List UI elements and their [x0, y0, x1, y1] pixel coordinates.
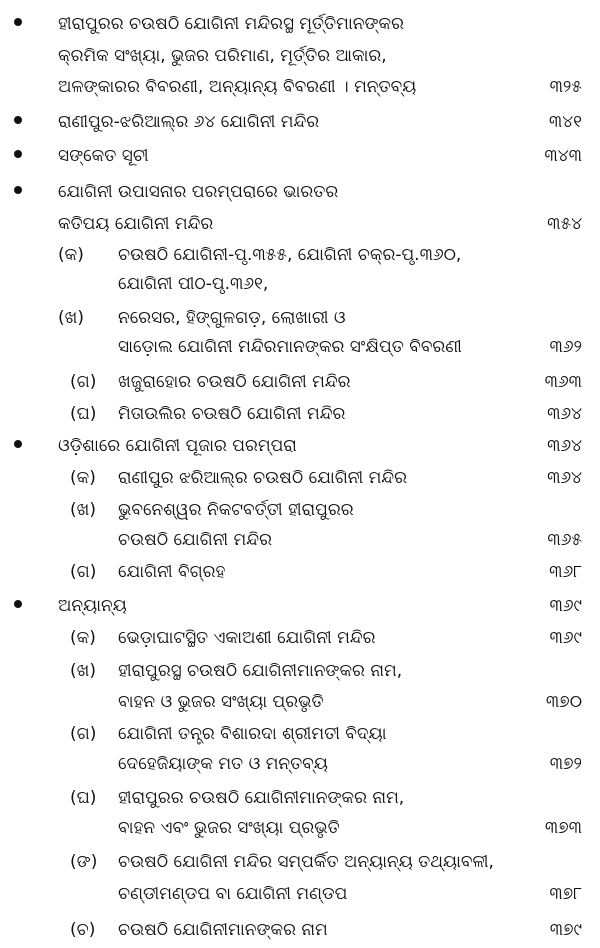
- toc-entry-title: ଦେହେଜିୟାଙ୍କ ମତ ଓ ମନ୍ତବ୍ୟ: [118, 754, 328, 774]
- toc-entry-marker: (କ): [70, 628, 96, 648]
- toc-entry: [0, 331, 600, 363]
- toc-entry: [0, 686, 600, 718]
- toc-entry: [0, 846, 600, 878]
- toc-entry-page-number: ୩୨୫: [549, 77, 582, 97]
- bullet-icon: [14, 186, 22, 194]
- toc-entry-title: ରାଣୀପୁର-ଝରିଆଲ୍‌ର ୬୪ ଯୋଗିନୀ ମନ୍ଦିର: [58, 112, 320, 132]
- toc-entry-title: ଭୁବନେଶ୍ୱର ନିକଟବର୍ତ୍ତୀ ହୀରାପୁରର: [118, 500, 354, 520]
- toc-entry-title: ବାହନ ଏବଂ ଭୁଜର ସଂଖ୍ୟା ପ୍ରଭୃତି: [118, 818, 340, 838]
- toc-entry-page-number: ୩୭୮: [549, 884, 582, 904]
- bullet-icon: [14, 18, 22, 26]
- toc-entry-title: କତିପୟ ଯୋଗିନୀ ମନ୍ଦିର: [58, 214, 214, 234]
- toc-entry-title: ଯୋଗିନୀ ବିଗ୍ରହ: [118, 562, 226, 582]
- toc-entry: [0, 494, 600, 526]
- toc-entry: [0, 430, 600, 462]
- toc-entry-page-number: ୩୬୩: [544, 372, 582, 392]
- toc-entry: [0, 398, 600, 430]
- toc-entry-title: ହୀରାପୁରର ଚଉଷଠି ଯୋଗିନୀ ମନ୍ଦିରସ୍ଥ ମୂର୍ତ୍ତିମାନଙ୍କର: [58, 14, 405, 34]
- toc-entry-page-number: ୩୪୧: [548, 112, 582, 132]
- toc-entry-title: ସଙ୍କେତ ସୂଚୀ: [58, 146, 149, 166]
- toc-entry-marker: (ଙ): [70, 852, 98, 872]
- toc-entry-title: ଯୋଗିନୀ ଉପାସନାର ପରମ୍ପରାରେ ଭାରତର: [58, 182, 339, 202]
- bullet-icon: [14, 150, 22, 158]
- toc-entry-page-number: ୩୬୮: [549, 562, 582, 582]
- toc-entry: [0, 71, 600, 103]
- toc-entry-title: ଅଳଙ୍କାରର ବିବରଣୀ, ଅନ୍ୟାନ୍ୟ ବିବରଣୀ । ମନ୍ତବ୍ୟ: [58, 77, 417, 97]
- bullet-icon: [14, 116, 22, 124]
- toc-entry: [0, 239, 600, 271]
- toc-entry: [0, 140, 600, 172]
- toc-entry-title: ଅନ୍ୟାନ୍ୟ: [58, 596, 127, 616]
- toc-entry-title: ସାଡ଼ୋଲ ଯୋଗିନୀ ମନ୍ଦିରମାନଙ୍କର ସଂକ୍ଷିପ୍ତ ବିବରଣୀ: [118, 337, 462, 357]
- toc-entry: [0, 268, 600, 300]
- toc-entry-title: କ୍ରମିକ ସଂଖ୍ୟା, ଭୁଜର ପରିମାଣ, ମୂର୍ତ୍ତିର ଆକାର,: [58, 46, 387, 66]
- toc-entry: [0, 524, 600, 556]
- toc-entry: [0, 718, 600, 750]
- toc-entry: [0, 622, 600, 654]
- toc-entry-marker: (ଘ): [70, 404, 97, 424]
- toc-entry: [0, 366, 600, 398]
- toc-entry: [0, 208, 600, 240]
- toc-entry-page-number: ୩୬୯: [549, 596, 582, 616]
- toc-entry-marker: (କ): [70, 468, 96, 488]
- toc-entry-title: ଯୋଗିନୀ ପୀଠ-ପୃ.୩୬୧,: [118, 274, 269, 294]
- toc-entry-title: ହୀରାପୁରର ଚଉଷଠି ଯୋଗିନୀମାନଙ୍କର ନାମ,: [118, 788, 405, 808]
- toc-entry-title: ଚଉଷଠି ଯୋଗିନୀ-ପୃ.୩୫୫, ଯୋଗିନୀ ଚକ୍ର-ପୃ.୩୬୦,: [118, 245, 462, 265]
- toc-entry-marker: (କ): [58, 245, 84, 265]
- toc-entry-marker: (ଖ): [70, 500, 96, 520]
- toc-entry: [0, 462, 600, 494]
- bullet-icon: [14, 440, 22, 448]
- toc-entry-page-number: ୩୬୪: [547, 468, 582, 488]
- toc-entry: [0, 590, 600, 622]
- toc-entry: [0, 40, 600, 72]
- toc-entry-page-number: ୩୭୯: [549, 920, 582, 940]
- toc-entry-title: ଚଉଷଠି ଯୋଗିନୀମାନଙ୍କର ନାମ: [118, 920, 328, 940]
- toc-entry-page-number: ୩୬୪: [547, 404, 582, 424]
- toc-entry-page-number: ୩୬୪: [547, 436, 582, 456]
- toc-entry: [0, 302, 600, 334]
- toc-entry-page-number: ୩୬୫: [547, 530, 582, 550]
- bullet-icon: [14, 600, 22, 608]
- toc-entry-page-number: ୩୭୦: [545, 692, 582, 712]
- toc-entry-marker: (ଖ): [58, 308, 84, 328]
- toc-entry-title: ହୀରାପୁରସ୍ଥ ଚଉଷଠି ଯୋଗିନୀମାନଙ୍କର ନାମ,: [118, 661, 403, 681]
- toc-entry-title: ଭେଡ଼ାଘାଟସ୍ଥିତ ଏକାଅଶୀ ଯୋଗିନୀ ମନ୍ଦିର: [118, 628, 376, 648]
- toc-entry-page-number: ୩୭୨: [549, 754, 582, 774]
- toc-entry-title: ଚଉଷଠି ଯୋଗିନୀ ମନ୍ଦିର ସମ୍ପର୍କିତ ଅନ୍ୟାନ୍ୟ ତଥ୍ୟାବଳୀ,: [118, 852, 494, 872]
- toc-entry: [0, 106, 600, 138]
- toc-entry-marker: (ଘ): [70, 788, 97, 808]
- toc-entry: [0, 556, 600, 588]
- toc-entry: [0, 914, 600, 946]
- toc-entry: [0, 176, 600, 208]
- toc-entry-title: ବାହନ ଓ ଭୁଜର ସଂଖ୍ୟା ପ୍ରଭୃତି: [118, 692, 324, 712]
- toc-entry-marker: (ଗ): [70, 724, 97, 744]
- toc-entry-title: ଓଡ଼ିଶାରେ ଯୋଗିନୀ ପୂଜାର ପରମ୍ପରା: [58, 436, 297, 456]
- toc-entry-marker: (ଗ): [70, 372, 97, 392]
- toc-entry-page-number: ୩୫୪: [547, 214, 582, 234]
- toc-entry-page-number: ୩୬୯: [549, 628, 582, 648]
- toc-entry-marker: (ଗ): [70, 562, 97, 582]
- toc-entry-title: ମିତାଉଲିର ଚଉଷଠି ଯୋଗିନୀ ମନ୍ଦିର: [118, 404, 346, 424]
- toc-entry: [0, 782, 600, 814]
- toc-entry: [0, 655, 600, 687]
- toc-entry: [0, 748, 600, 780]
- toc-entry-marker: (ଖ): [70, 661, 96, 681]
- toc-entry-title: ଚଣ୍ଡୀମଣ୍ଡପ ବା ଯୋଗିନୀ ମଣ୍ଡପ: [118, 884, 348, 904]
- toc-entry-page-number: ୩୬୨: [549, 337, 582, 357]
- toc-entry-title: ନରେସର, ହିଙ୍ଗୁଳଗଡ଼, ଲୋଖାରୀ ଓ: [118, 308, 346, 328]
- toc-entry-page-number: ୩୭୩: [544, 818, 582, 838]
- toc-entry-marker: (ଚ): [70, 920, 96, 940]
- toc-entry-title: ରାଣୀପୁର ଝରିଆଲ୍‌ର ଚଉଷଠି ଯୋଗିନୀ ମନ୍ଦିର: [118, 468, 408, 488]
- toc-entry-title: ଖଜୁରାହୋର ଚଉଷଠି ଯୋଗିନୀ ମନ୍ଦିର: [118, 372, 351, 392]
- toc-entry: [0, 812, 600, 844]
- toc-entry-page-number: ୩୪୩: [544, 146, 582, 166]
- toc-entry-title: ଯୋଗିନୀ ତନ୍ତ୍ର ବିଶାରଦା ଶ୍ରୀମତୀ ବିଦ୍ୟା: [118, 724, 387, 744]
- toc-entry: [0, 8, 600, 40]
- toc-entry: [0, 878, 600, 910]
- toc-entry-title: ଚଉଷଠି ଯୋଗିନୀ ମନ୍ଦିର: [118, 530, 272, 550]
